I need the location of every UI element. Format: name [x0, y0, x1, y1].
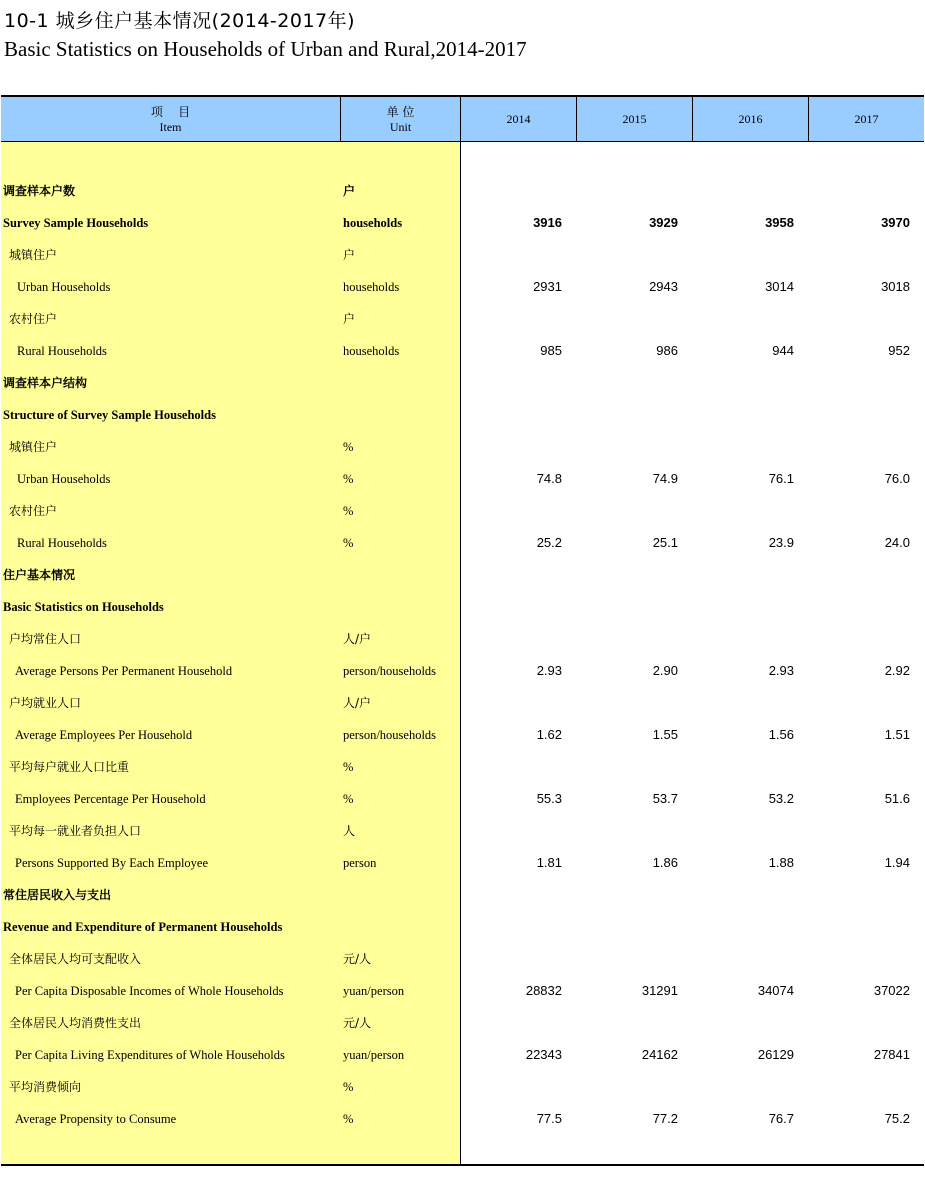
row-value-2017: [810, 815, 910, 847]
row-item-label: Urban Households: [17, 280, 111, 294]
row-value-2015: [578, 591, 678, 623]
row-value-2017: [810, 879, 910, 911]
row-value-2016: [694, 1007, 794, 1039]
row-value-2017: [810, 399, 910, 431]
row-value-2014: [462, 911, 562, 943]
row-value-2016: 23.9: [768, 535, 794, 550]
row-value-2014: [462, 431, 562, 463]
row-value-2016: [694, 559, 794, 591]
row-value-2014: [462, 175, 562, 207]
row-unit: %: [343, 472, 354, 486]
table-row: [1, 847, 924, 879]
table-row: [1, 687, 924, 719]
header-unit-en: Unit: [389, 120, 412, 134]
row-value-2017: 2.92: [884, 663, 910, 678]
row-value-2014: [462, 879, 562, 911]
row-unit: person/households: [343, 728, 437, 742]
row-value-2015: [578, 751, 678, 783]
row-item-label: 平均每一就业者负担人口: [9, 824, 142, 838]
row-unit: %: [343, 504, 354, 518]
table-header: [1, 95, 924, 142]
row-unit: 元/人: [343, 952, 372, 966]
row-value-2017: [810, 431, 910, 463]
row-item-label: 全体居民人均消费性支出: [9, 1016, 142, 1030]
row-unit: %: [343, 792, 354, 806]
row-value-2015: [578, 1007, 678, 1039]
row-item-label: Per Capita Disposable Incomes of Whole Households: [15, 984, 284, 998]
row-value-2016: [694, 399, 794, 431]
header-item: [1, 97, 340, 142]
row-value-2015: [578, 687, 678, 719]
table-title-en: Basic Statistics on Households of Urban and Rural,2014-2017: [4, 37, 527, 61]
row-value-2017: [810, 687, 910, 719]
row-value-2016: [694, 431, 794, 463]
row-item-label: Survey Sample Households: [3, 216, 149, 230]
row-value-2017: 76.0: [884, 471, 910, 486]
row-unit: 户: [343, 248, 356, 262]
table-row: [1, 1103, 924, 1135]
row-value-2017: 952: [888, 343, 910, 358]
row-unit: 人: [343, 824, 356, 838]
row-value-2016: [694, 175, 794, 207]
row-unit: 人/户: [343, 632, 372, 646]
header-year: [577, 97, 692, 142]
row-value-2016: [694, 879, 794, 911]
row-value-2015: 25.1: [652, 535, 678, 550]
row-value-2014: 1.62: [536, 727, 562, 742]
row-item-label: 调查样本户数: [3, 184, 76, 198]
table-row: [1, 271, 924, 303]
row-value-2014: [462, 623, 562, 655]
row-value-2016: 34074: [757, 983, 794, 998]
row-value-2016: 3014: [765, 279, 794, 294]
table-row: [1, 175, 924, 207]
table-row: [1, 943, 924, 975]
row-item-label: Average Propensity to Consume: [15, 1112, 177, 1126]
row-value-2016: 2.93: [768, 663, 794, 678]
row-value-2014: 2931: [533, 279, 562, 294]
table-body: [1, 175, 924, 1135]
header-item-cn: 项 目: [150, 105, 191, 119]
row-item-label: 城镇住户: [9, 440, 58, 454]
table-bottom-rule: [1, 1164, 924, 1166]
table-row: [1, 399, 924, 431]
row-value-2015: [578, 175, 678, 207]
row-value-2016: [694, 815, 794, 847]
row-value-2014: 3916: [533, 215, 562, 230]
row-value-2017: [810, 559, 910, 591]
row-value-2017: 51.6: [884, 791, 910, 806]
row-unit: 户: [343, 312, 356, 326]
table-row: [1, 655, 924, 687]
table-row: [1, 911, 924, 943]
row-unit: 户: [343, 184, 356, 198]
table-row: [1, 751, 924, 783]
row-unit: 人/户: [343, 696, 372, 710]
row-value-2015: 24162: [641, 1047, 678, 1062]
header-year-label: 2017: [854, 112, 879, 126]
table-row: [1, 559, 924, 591]
header-year: [693, 97, 808, 142]
table-row: [1, 495, 924, 527]
row-value-2016: [694, 495, 794, 527]
table-row: [1, 239, 924, 271]
row-value-2017: 75.2: [884, 1111, 910, 1126]
row-value-2017: 37022: [873, 983, 910, 998]
row-value-2014: [462, 591, 562, 623]
row-value-2014: [462, 751, 562, 783]
row-value-2017: [810, 911, 910, 943]
row-item-label: Persons Supported By Each Employee: [15, 856, 209, 870]
row-value-2017: [810, 303, 910, 335]
row-value-2015: [578, 879, 678, 911]
row-value-2014: [462, 239, 562, 271]
row-value-2016: 26129: [757, 1047, 794, 1062]
row-unit: yuan/person: [343, 1048, 405, 1062]
row-value-2016: [694, 687, 794, 719]
header-year: [809, 97, 924, 142]
row-item-label: 农村住户: [9, 312, 58, 326]
row-value-2014: 25.2: [536, 535, 562, 550]
row-value-2014: [462, 1071, 562, 1103]
row-value-2015: [578, 911, 678, 943]
header-year-label: 2014: [506, 112, 531, 126]
row-item-label: 户均常住人口: [9, 632, 82, 646]
row-value-2016: [694, 367, 794, 399]
row-value-2014: 22343: [525, 1047, 562, 1062]
row-value-2016: [694, 943, 794, 975]
row-unit: households: [343, 216, 403, 230]
table-row: [1, 1071, 924, 1103]
row-value-2015: 3929: [649, 215, 678, 230]
row-value-2015: [578, 943, 678, 975]
row-value-2017: 1.51: [884, 727, 910, 742]
row-value-2014: 55.3: [536, 791, 562, 806]
row-value-2015: 31291: [641, 983, 678, 998]
row-unit: %: [343, 760, 354, 774]
row-unit: person: [343, 856, 377, 870]
row-unit: %: [343, 536, 354, 550]
table-row: [1, 303, 924, 335]
row-value-2016: [694, 911, 794, 943]
row-value-2014: [462, 815, 562, 847]
row-item-label: Urban Households: [17, 472, 111, 486]
row-item-label: 调查样本户结构: [3, 376, 88, 390]
row-value-2014: [462, 367, 562, 399]
table-row: [1, 719, 924, 751]
table-row: [1, 783, 924, 815]
header-unit: [341, 97, 460, 142]
row-value-2015: 2.90: [652, 663, 678, 678]
row-value-2015: [578, 815, 678, 847]
statistics-table: [1, 95, 924, 1166]
row-value-2015: 1.86: [652, 855, 678, 870]
row-item-label: 全体居民人均可支配收入: [9, 952, 142, 966]
row-value-2015: [578, 495, 678, 527]
row-value-2017: [810, 367, 910, 399]
table-row: [1, 975, 924, 1007]
row-value-2014: [462, 399, 562, 431]
row-value-2017: [810, 175, 910, 207]
header-year-label: 2016: [738, 112, 763, 126]
header-year-label: 2015: [622, 112, 647, 126]
row-item-label: 户均就业人口: [9, 696, 82, 710]
header-year: [461, 97, 576, 142]
table-title-cn: 10-1 城乡住户基本情况(2014-2017年): [4, 10, 356, 32]
row-value-2017: [810, 591, 910, 623]
row-value-2014: 985: [540, 343, 562, 358]
row-value-2015: [578, 1071, 678, 1103]
row-value-2016: 76.1: [768, 471, 794, 486]
row-item-label: Structure of Survey Sample Households: [3, 408, 216, 422]
row-value-2014: 2.93: [536, 663, 562, 678]
row-value-2016: 76.7: [768, 1111, 794, 1126]
row-item-label: 平均消费倾向: [9, 1080, 82, 1094]
row-value-2014: 28832: [525, 983, 562, 998]
row-value-2015: [578, 367, 678, 399]
row-unit: %: [343, 1080, 354, 1094]
row-value-2016: [694, 591, 794, 623]
row-value-2016: [694, 303, 794, 335]
row-item-label: 常住居民收入与支出: [3, 888, 112, 902]
table-row: [1, 1039, 924, 1071]
row-item-label: Per Capita Living Expenditures of Whole Households: [15, 1048, 285, 1062]
row-value-2015: [578, 623, 678, 655]
row-value-2017: 3018: [881, 279, 910, 294]
row-value-2016: 53.2: [768, 791, 794, 806]
table-row: [1, 1007, 924, 1039]
row-value-2017: [810, 1071, 910, 1103]
row-value-2017: [810, 1007, 910, 1039]
table-row: [1, 623, 924, 655]
row-value-2014: [462, 943, 562, 975]
row-value-2015: [578, 431, 678, 463]
row-item-label: Revenue and Expenditure of Permanent Households: [3, 920, 283, 934]
row-value-2014: [462, 687, 562, 719]
row-unit: %: [343, 1112, 354, 1126]
row-value-2017: 3970: [881, 215, 910, 230]
row-value-2014: 1.81: [536, 855, 562, 870]
row-value-2017: 27841: [873, 1047, 910, 1062]
row-value-2014: [462, 559, 562, 591]
row-value-2016: [694, 623, 794, 655]
row-value-2015: 53.7: [652, 791, 678, 806]
row-value-2015: [578, 239, 678, 271]
table-row: [1, 431, 924, 463]
row-unit: households: [343, 344, 400, 358]
row-value-2016: 944: [772, 343, 794, 358]
table-row: [1, 207, 924, 239]
table-row: [1, 463, 924, 495]
table-row: [1, 527, 924, 559]
row-value-2017: [810, 239, 910, 271]
row-unit: households: [343, 280, 400, 294]
row-item-label: 平均每户就业人口比重: [9, 760, 130, 774]
row-value-2015: 74.9: [652, 471, 678, 486]
row-value-2014: 74.8: [536, 471, 562, 486]
row-value-2017: [810, 751, 910, 783]
row-item-label: Employees Percentage Per Household: [15, 792, 206, 806]
row-value-2015: 2943: [649, 279, 678, 294]
row-value-2014: [462, 1007, 562, 1039]
row-unit: yuan/person: [343, 984, 405, 998]
row-value-2014: [462, 303, 562, 335]
row-item-label: 农村住户: [9, 504, 58, 518]
row-value-2017: 1.94: [884, 855, 910, 870]
row-value-2017: [810, 623, 910, 655]
row-value-2014: 77.5: [536, 1111, 562, 1126]
row-item-label: Rural Households: [17, 344, 107, 358]
row-value-2016: 1.88: [768, 855, 794, 870]
row-item-label: Average Persons Per Permanent Household: [15, 664, 233, 678]
row-unit: %: [343, 440, 354, 454]
row-value-2015: 986: [656, 343, 678, 358]
row-unit: 元/人: [343, 1016, 372, 1030]
row-item-label: Rural Households: [17, 536, 107, 550]
table-row: [1, 591, 924, 623]
header-item-en: Item: [159, 120, 182, 134]
row-value-2017: [810, 495, 910, 527]
row-value-2015: 77.2: [652, 1111, 678, 1126]
row-value-2017: 24.0: [884, 535, 910, 550]
row-value-2015: [578, 399, 678, 431]
row-item-label: Basic Statistics on Households: [3, 600, 164, 614]
table-row: [1, 367, 924, 399]
row-value-2015: 1.55: [652, 727, 678, 742]
row-value-2016: [694, 751, 794, 783]
table-row: [1, 335, 924, 367]
row-value-2016: 1.56: [768, 727, 794, 742]
row-value-2016: 3958: [765, 215, 794, 230]
row-value-2016: [694, 1071, 794, 1103]
table-row: [1, 879, 924, 911]
row-value-2016: [694, 239, 794, 271]
row-item-label: 城镇住户: [9, 248, 58, 262]
row-item-label: 住户基本情况: [3, 568, 76, 582]
row-value-2017: [810, 943, 910, 975]
row-value-2015: [578, 559, 678, 591]
row-value-2015: [578, 303, 678, 335]
row-unit: person/households: [343, 664, 437, 678]
table-row: [1, 815, 924, 847]
header-unit-cn: 单 位: [386, 105, 415, 119]
row-value-2014: [462, 495, 562, 527]
row-item-label: Average Employees Per Household: [15, 728, 193, 742]
